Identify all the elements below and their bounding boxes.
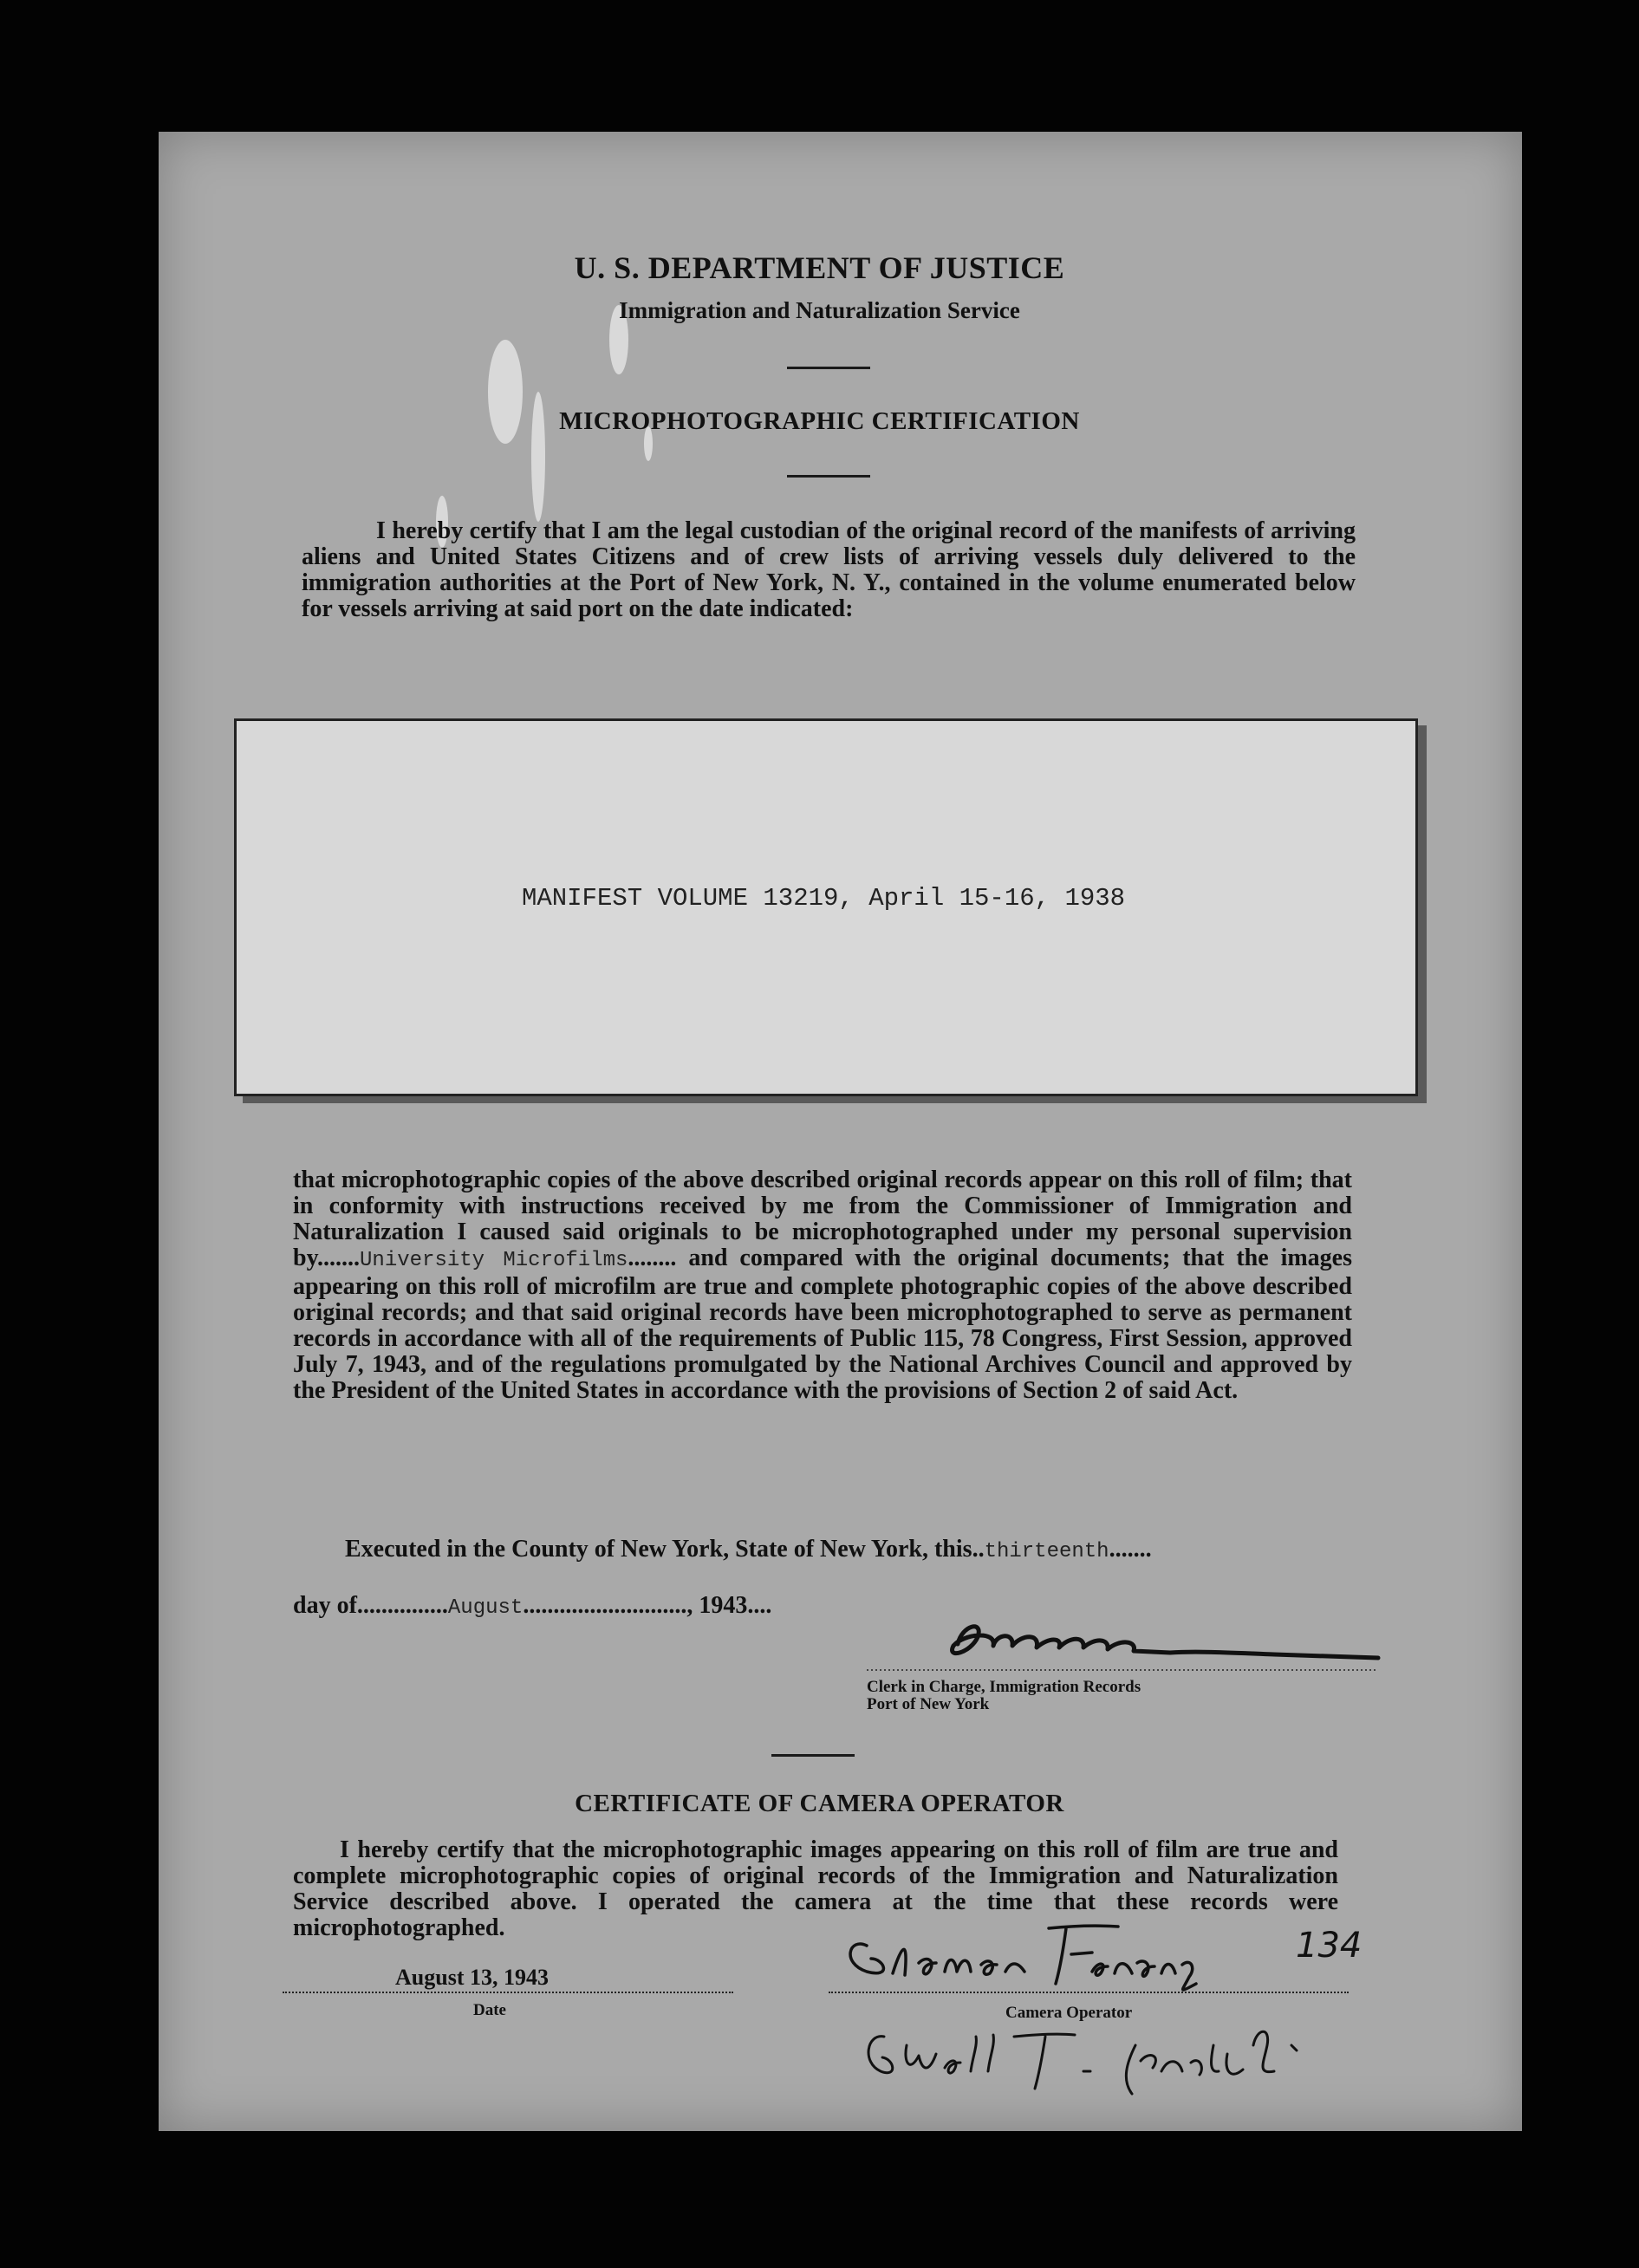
date-label: Date	[473, 2001, 506, 2019]
clerk-title-line1: Clerk in Charge, Immigration Records	[867, 1678, 1141, 1696]
date-line	[283, 1992, 733, 1993]
body-start: that microphotographic copies of the above described original records appear on this roll of film; that in conformity with instructions received by me from the Commissioner of Immigration and Naturalization I caused said originals to be microphotographed under my personal supervision by	[293, 1166, 1352, 1271]
operator-signature	[832, 1911, 1213, 1998]
department-heading: U. S. DEPARTMENT OF JUSTICE	[574, 250, 1065, 285]
divider	[771, 1754, 855, 1757]
camera-certificate-text: I hereby certify that the microphotographic images appearing on this roll of film are true and complete microphotographic copies of original records of the Immigration and Naturalization Service described above. I operated the camera at the time that these records were microphotographed.	[293, 1836, 1338, 1941]
executed-prefix: Executed in the County of New York, State of New York, this	[345, 1536, 972, 1563]
camera-certificate-title: CERTIFICATE OF CAMERA OPERATOR	[575, 1790, 1064, 1817]
month-value: August	[447, 1596, 524, 1620]
day-of-label: day of	[293, 1592, 357, 1619]
volume-slip-text: MANIFEST VOLUME 13219, April 15-16, 1938	[521, 884, 1126, 913]
clerk-title	[867, 1679, 1141, 1713]
date-value: August 13, 1943	[395, 1965, 549, 1990]
clerk-signature	[867, 1608, 1387, 1686]
second-operator-signature	[849, 2011, 1387, 2106]
operator-label: Camera Operator	[1005, 2004, 1133, 2022]
certification-body: that microphotographic copies of the above described original records appear on this roll of film; that in conformity with instructions received by me from the Commissioner of Immigration and Naturalization I caused said originals to be microphotographed under my personal supervision by.......University Microfilms........ and compared with the original documents; that the images appearing on this roll of microfilm are true and complete photographic copies of the above described original records; and that said original records have been microphotographed to serve as permanent records in accordance with all of the requirements of Public 115, 78 Congress, First Session, approved July 7, 1943, and of the regulations promulgated by the National Archives Council and approved by the President of the United States in accordance with the provisions of Section 2 of said Act.	[293, 1166, 1353, 1404]
day-of-line: day of...............August..........................., 1943....	[293, 1592, 772, 1620]
supervisor-name: University Microfilms	[360, 1249, 628, 1272]
service-subheading: Immigration and Naturalization Service	[619, 297, 1020, 323]
executed-day: thirteenth	[984, 1540, 1109, 1563]
year-value: , 1943	[686, 1592, 748, 1619]
operator-number: 134	[1296, 1926, 1363, 1966]
certification-title: MICROPHOTOGRAPHIC CERTIFICATION	[559, 407, 1080, 435]
clerk-title-line2: Port of New York	[867, 1695, 990, 1713]
body-end: and compared with the original documents; that the images appearing on this roll of microfilm are true and complete photographic copies of the above described original records; and that said original records have been microphotographed to serve as permanent records in accordance with all of the requirements of Public 115, 78 Congress, First Session, approved July 7, 1943, and of the regulations promulgated by the National Archives Council and approved by the President of the United States in accordance with the provisions of Section 2 of said Act.	[293, 1244, 1353, 1404]
divider	[787, 475, 870, 478]
executed-line: Executed in the County of New York, State of New York, this..thirteenth.......	[345, 1536, 1152, 1563]
divider	[787, 367, 870, 369]
intro-paragraph: I hereby certify that I am the legal custodian of the original record of the manifests of arriving aliens and United States Citizens and of crew lists of arriving vessels duly delivered to the immigration authorities at the Port of New York, N. Y., contained in the volume enumerated below for vessels arriving at said port on the date indicated:	[302, 517, 1356, 622]
